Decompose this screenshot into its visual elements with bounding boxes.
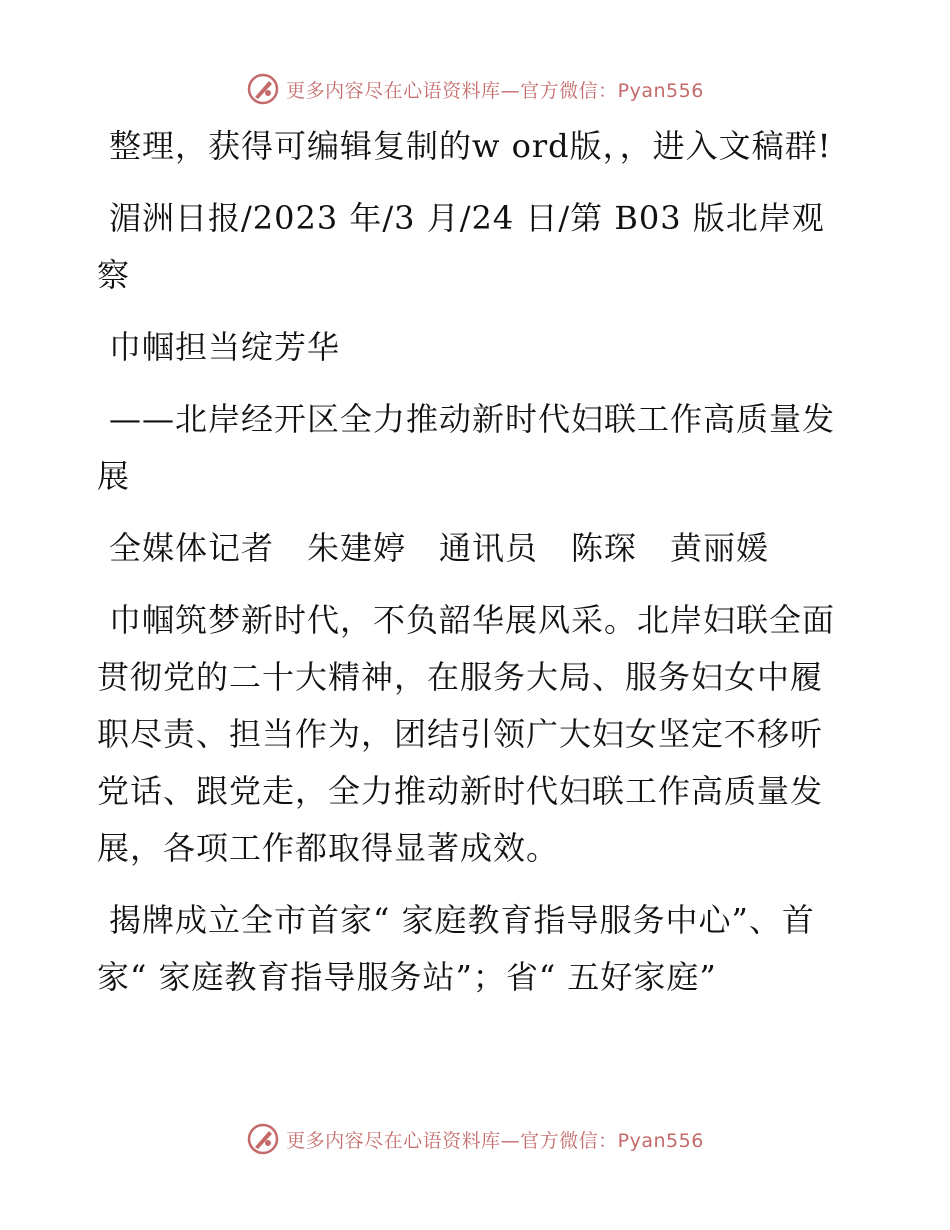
body-paragraph: 巾帼筑梦新时代，不负韶华展风采。北岸妇联全面贯彻党的二十大精神，在服务大局、服务妇女中履职尽责、担当作为，团结引领广大妇女坚定不移听党话、跟党走，全力推动新时代妇联工作高质量发展，各项工作都取得显著成效。 <box>97 601 836 867</box>
watermark-text: 更多内容尽在心语资料库—官方微信：Pyan556 <box>286 1129 704 1152</box>
document-body <box>97 118 847 1021</box>
watermark-text: 更多内容尽在心语资料库—官方微信：Pyan556 <box>286 79 704 102</box>
body-paragraph: 揭牌成立全市首家“ 家庭教育指导服务中心”、首家“ 家庭教育指导服务站”；省“ 五好家庭” <box>97 901 815 996</box>
intro-paragraph: 整理，获得可编辑复制的w ord版，，进入文稿群! <box>109 127 832 165</box>
article-subtitle: ——北岸经开区全力推动新时代妇联工作高质量发展 <box>97 400 836 495</box>
quill-logo-icon <box>246 72 280 106</box>
byline: 全媒体记者 朱建婷 通讯员 陈琛 黄丽媛 <box>109 529 770 567</box>
quill-logo-icon <box>246 1122 280 1156</box>
article-title: 巾帼担当绽芳华 <box>109 328 341 366</box>
header-watermark-banner <box>0 72 950 106</box>
footer-watermark-banner <box>0 1122 950 1156</box>
source-line: 湄洲日报/2023 年/3 月/24 日/第 B03 版北岸观察 <box>97 199 825 294</box>
